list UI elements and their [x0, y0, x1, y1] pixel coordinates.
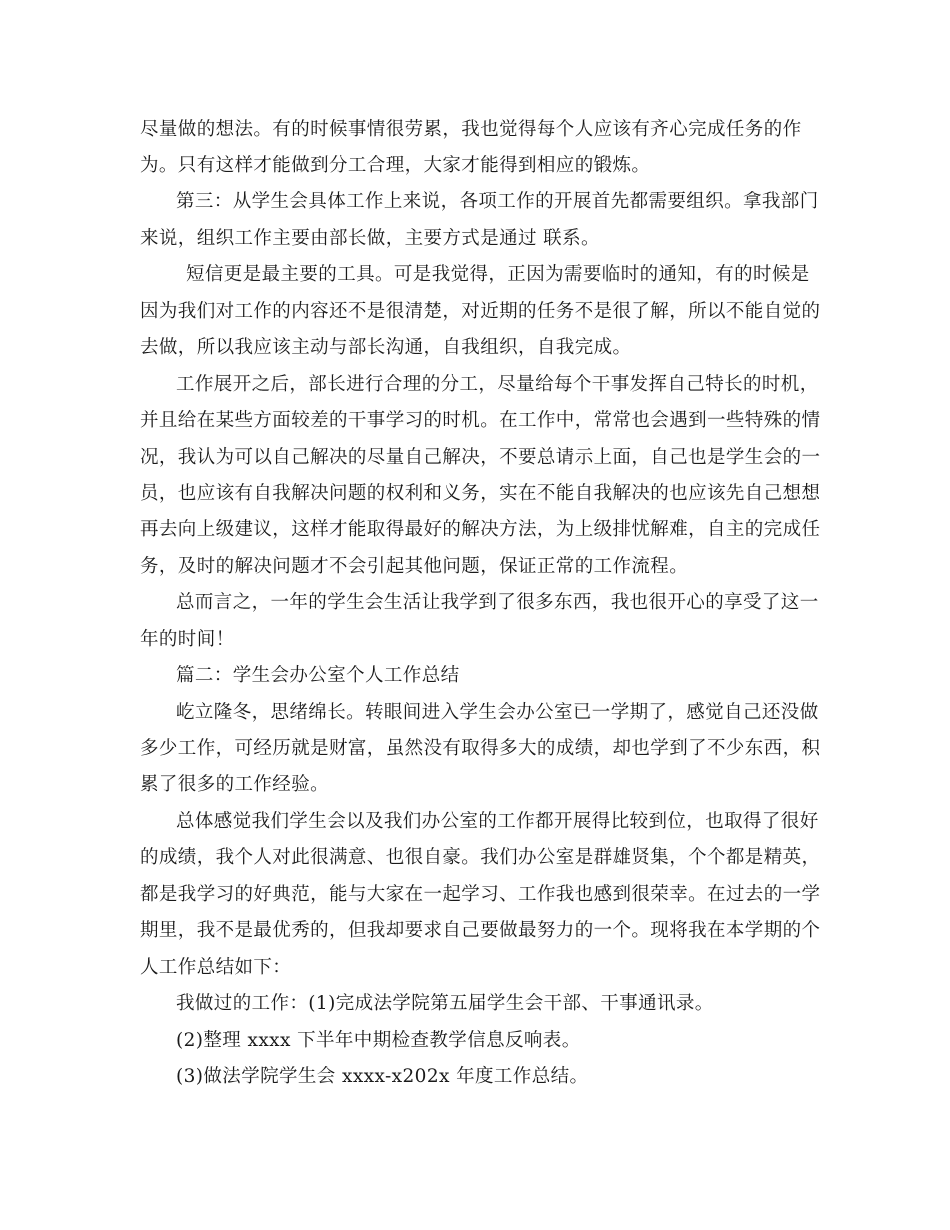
paragraph-line: 多少工作，可经历就是财富，虽然没有取得多大的成绩，却也学到了不少东西，积	[140, 738, 821, 759]
paragraph-line: 第三：从学生会具体工作上来说，各项工作的开展首先都需要组织。拿我部门	[176, 191, 819, 212]
list-item: (3)做法学院学生会 xxxx-x202x 年度工作总结。	[176, 1066, 589, 1087]
paragraph-line: 来说，组织工作主要由部长做，主要方式是通过 联系。	[140, 228, 600, 249]
paragraph-line: 务，及时的解决问题才不会引起其他问题，保证正常的工作流程。	[140, 556, 689, 577]
paragraph-line: 短信更是最主要的工具。可是我觉得，正因为需要临时的通知，有的时候是	[186, 264, 810, 285]
paragraph-line: 总体感觉我们学生会以及我们办公室的工作都开展得比较到位，也取得了很好	[176, 811, 819, 832]
paragraph-line: 屹立隆冬，思绪绵长。转眼间进入学生会办公室已一学期了，感觉自己还没做	[176, 702, 819, 723]
paragraph-line: 工作展开之后，部长进行合理的分工，尽量给每个干事发挥自己特长的时机，	[176, 374, 819, 395]
paragraph-line: 期里，我不是最优秀的，但我却要求自己要做最努力的一个。现将我在本学期的个	[140, 920, 821, 941]
paragraph-line: 为。只有这样才能做到分工合理，大家才能得到相应的锻炼。	[140, 155, 651, 176]
paragraph-line: 都是我学习的好典范，能与大家在一起学习、工作我也感到很荣幸。在过去的一学	[140, 884, 821, 905]
paragraph-line: 因为我们对工作的内容还不是很清楚，对近期的任务不是很了解，所以不能自觉的	[140, 301, 821, 322]
section-heading: 篇二：学生会办公室个人工作总结	[176, 665, 460, 686]
list-item: (2)整理 xxxx 下半年中期检查教学信息反响表。	[176, 1030, 581, 1051]
paragraph-line: 年的时间！	[140, 629, 235, 650]
paragraph-line: 再去向上级建议，这样才能取得最好的解决方法，为上级排忧解难，自主的完成任	[140, 519, 821, 540]
paragraph-line: 员，也应该有自我解决问题的权利和义务，实在不能自我解决的也应该先自己想想	[140, 483, 821, 504]
paragraph-line: 尽量做的想法。有的时候事情很劳累，我也觉得每个人应该有齐心完成任务的作	[140, 119, 802, 140]
paragraph-line: 人工作总结如下：	[140, 957, 292, 978]
paragraph-line: 况，我认为可以自己解决的尽量自己解决，不要总请示上面，自己也是学生会的一	[140, 447, 821, 468]
paragraph-line: 总而言之，一年的学生会生活让我学到了很多东西，我也很开心的享受了这一	[176, 592, 819, 613]
paragraph-line: 的成绩，我个人对此很满意、也很自豪。我们办公室是群雄贤集，个个都是精英，	[140, 847, 821, 868]
paragraph-line: 并且给在某些方面较差的干事学习的时机。在工作中，常常也会遇到一些特殊的情	[140, 410, 821, 431]
paragraph-line: 去做，所以我应该主动与部长沟通，自我组织，自我完成。	[140, 337, 632, 358]
paragraph-line: 累了很多的工作经验。	[140, 774, 330, 795]
list-item: 我做过的工作：(1)完成法学院第五届学生会干部、干事通讯录。	[176, 993, 714, 1014]
